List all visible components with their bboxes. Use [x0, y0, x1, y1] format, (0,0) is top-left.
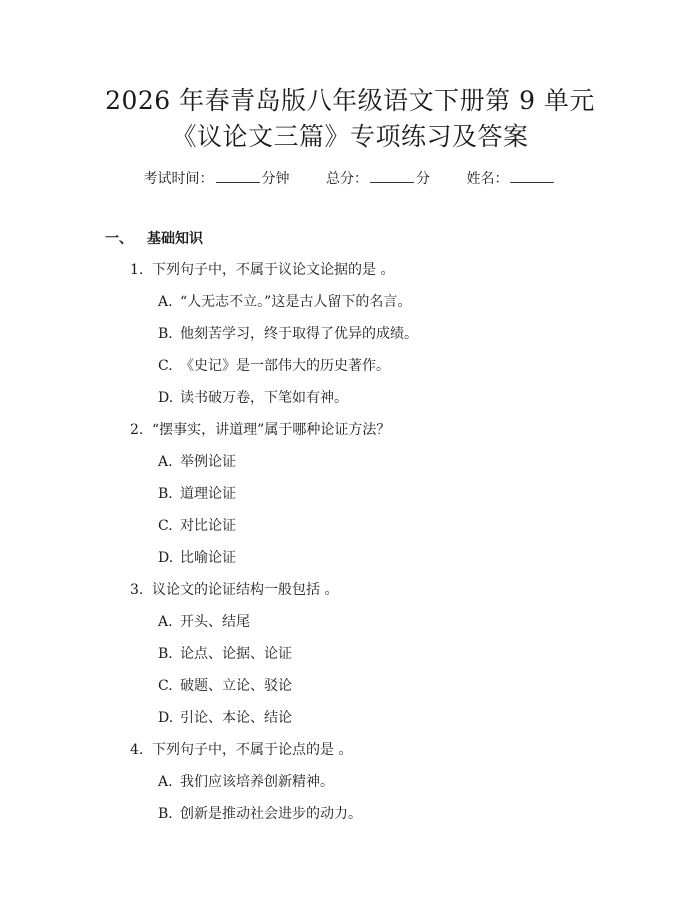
- total-score-blank: [370, 168, 414, 183]
- question-text: 下列句子中，不属于议论文论据的是 。: [152, 262, 395, 278]
- question-text: 议论文的论证结构一般包括 。: [152, 582, 339, 598]
- section-number: 一、: [105, 231, 133, 247]
- student-name-field: [466, 171, 556, 187]
- option-letter: B.: [158, 646, 173, 662]
- option-text: 《史记》是一部伟大的历史著作。: [180, 358, 390, 374]
- student-name-label: 姓名：: [466, 171, 509, 187]
- option-text: 他刻苦学习，终于取得了优异的成绩。: [180, 326, 418, 342]
- question-4-option-a: [158, 772, 334, 792]
- total-score-label: 总分：: [326, 171, 368, 187]
- option-letter: B.: [158, 486, 173, 502]
- option-text: 我们应该培养创新精神。: [180, 774, 334, 790]
- section-heading: [105, 229, 203, 249]
- exam-time-blank: [216, 168, 260, 183]
- option-text: 创新是推动社会进步的动力。: [180, 806, 362, 822]
- option-letter: A.: [158, 294, 173, 310]
- question-2-option-d: [158, 548, 236, 568]
- question-3-option-d: [158, 708, 292, 728]
- question-number: 4.: [130, 742, 144, 758]
- option-text: “人无志不立。”这是古人留下的名言。: [180, 294, 412, 310]
- question-3-option-c: [158, 676, 292, 696]
- option-letter: B.: [158, 806, 173, 822]
- total-score-unit: 分: [416, 171, 430, 187]
- question-1-option-b: [158, 324, 418, 344]
- option-letter: A.: [158, 454, 173, 470]
- section-title: 基础知识: [147, 231, 203, 247]
- option-text: 读书破万卷，下笔如有神。: [180, 390, 348, 406]
- exam-time-label: 考试时间：: [143, 171, 214, 187]
- option-text: 引论、本论、结论: [180, 710, 292, 726]
- question-1-option-a: [158, 292, 411, 312]
- question-2-option-b: [158, 484, 236, 504]
- total-score-field: [326, 171, 430, 187]
- document-title-line-2: 《议论文三篇》专项练习及答案: [171, 122, 529, 151]
- option-text: 开头、结尾: [180, 614, 250, 630]
- option-letter: C.: [158, 358, 173, 374]
- question-text: 下列句子中，不属于论点的是 。: [152, 742, 353, 758]
- option-text: 对比论证: [180, 518, 236, 534]
- question-3-option-a: [158, 612, 250, 632]
- question-4-option-b: [158, 804, 362, 824]
- question-1: [130, 260, 394, 280]
- question-3: [130, 580, 338, 600]
- question-1-option-d: [158, 388, 348, 408]
- question-3-option-b: [158, 644, 292, 664]
- question-number: 1.: [130, 262, 144, 278]
- exam-time-unit: 分钟: [261, 171, 290, 187]
- question-text: “摆事实，讲道理”属于哪种论证方法？: [152, 422, 391, 438]
- question-2-option-a: [158, 452, 236, 472]
- option-text: 比喻论证: [180, 550, 236, 566]
- option-text: 举例论证: [180, 454, 236, 470]
- exam-info: [0, 168, 700, 189]
- option-letter: A.: [158, 614, 173, 630]
- option-letter: D.: [158, 710, 174, 726]
- option-text: 道理论证: [180, 486, 236, 502]
- question-2-option-c: [158, 516, 236, 536]
- document-title-line-1: 2026 年春青岛版八年级语文下册第 9 单元: [105, 86, 595, 115]
- question-4: [130, 740, 352, 760]
- student-name-blank: [510, 168, 554, 183]
- question-1-option-c: [158, 356, 390, 376]
- option-letter: D.: [158, 550, 174, 566]
- option-text: 破题、立论、驳论: [180, 678, 292, 694]
- option-letter: C.: [158, 518, 173, 534]
- question-number: 2.: [130, 422, 144, 438]
- option-letter: C.: [158, 678, 173, 694]
- question-2: [130, 420, 390, 440]
- option-letter: B.: [158, 326, 173, 342]
- exam-time-field: [144, 171, 290, 187]
- option-letter: A.: [158, 774, 173, 790]
- option-text: 论点、论据、论证: [180, 646, 292, 662]
- option-letter: D.: [158, 390, 174, 406]
- question-number: 3.: [130, 582, 144, 598]
